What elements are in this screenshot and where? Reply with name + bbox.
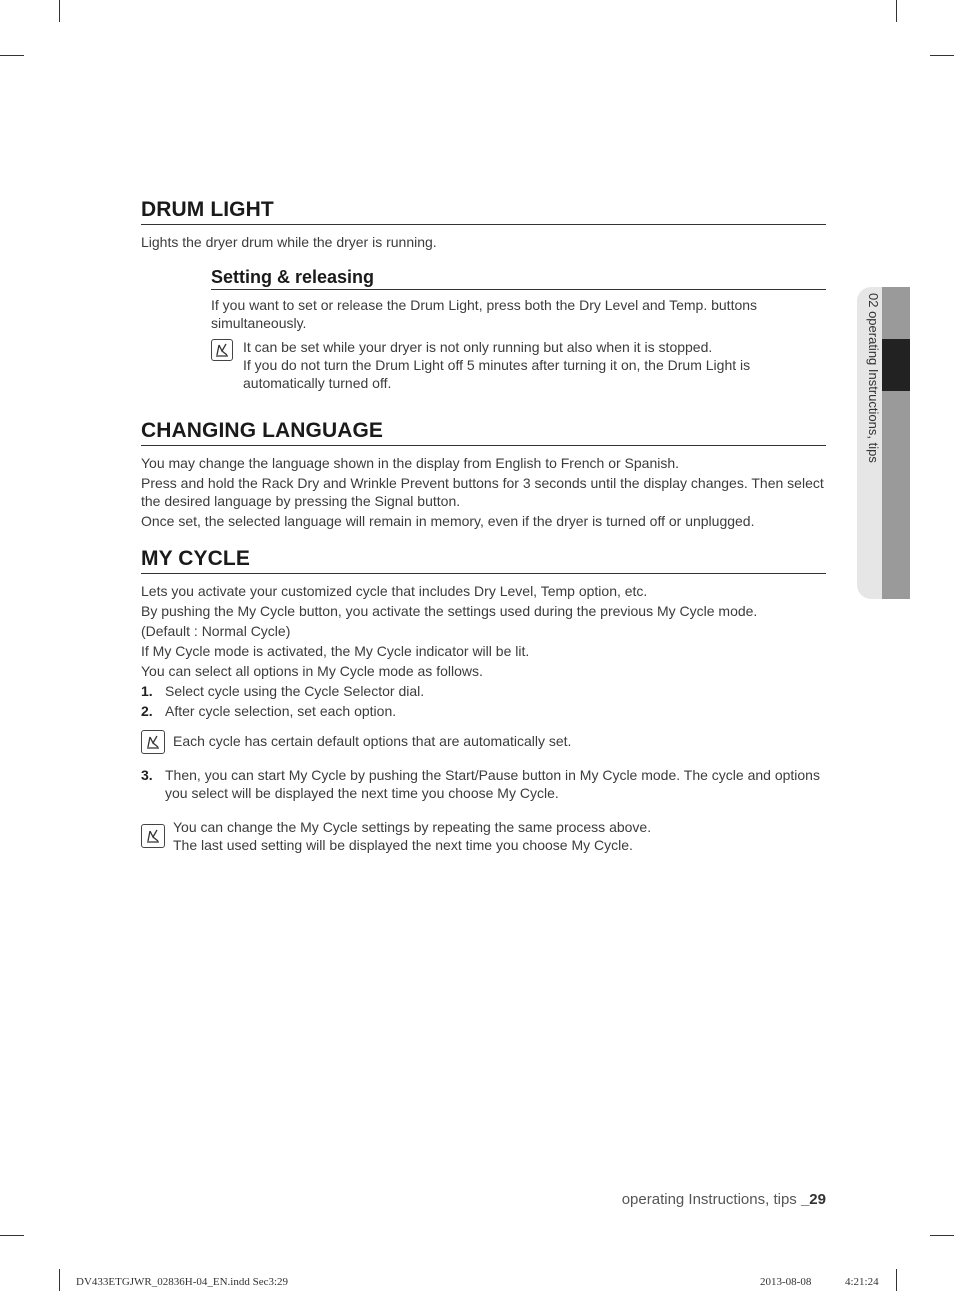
step-number: 2. bbox=[141, 703, 153, 719]
language-para: Press and hold the Rack Dry and Wrinkle Prevent buttons for 3 seconds until the display changes. Then select the desired language by pressing the Signal button. bbox=[141, 475, 824, 509]
my-cycle-steps bbox=[141, 681, 826, 721]
my-cycle-para: Lets you activate your customized cycle that includes Dry Level, Temp option, etc. bbox=[141, 583, 648, 599]
list-item bbox=[141, 701, 826, 721]
my-cycle-para: (Default : Normal Cycle) bbox=[141, 623, 291, 639]
step-number: 1. bbox=[141, 683, 153, 699]
tab-stripe bbox=[882, 287, 910, 599]
note-line: It can be set while your dryer is not only running but also when it is stopped. bbox=[243, 339, 713, 355]
language-para: You may change the language shown in the display from English to French or Spanish. bbox=[141, 455, 680, 471]
page-content bbox=[141, 197, 826, 854]
section-title-my-cycle: MY CYCLE bbox=[141, 546, 826, 574]
note-line: If you do not turn the Drum Light off 5 minutes after turning it on, the Drum Light is automatically turned off. bbox=[243, 357, 751, 391]
list-item bbox=[141, 681, 826, 701]
my-cycle-para: You can select all options in My Cycle mode as follows. bbox=[141, 663, 483, 679]
page-number: _29 bbox=[800, 1191, 826, 1208]
my-cycle-para: If My Cycle mode is activated, the My Cycle indicator will be lit. bbox=[141, 643, 530, 659]
subsection-title-setting-releasing: Setting & releasing bbox=[211, 265, 826, 290]
note-default-options bbox=[141, 729, 826, 754]
slug-time: 4:21:24 bbox=[845, 1276, 879, 1288]
note-line: Each cycle has certain default options that are automatically set. bbox=[173, 733, 572, 749]
side-tab-label: 02 operating Instructions, tips bbox=[866, 293, 881, 463]
my-cycle-steps-continued bbox=[141, 766, 826, 802]
list-item bbox=[141, 766, 826, 802]
step-text: Select cycle using the Cycle Selector dial. bbox=[165, 683, 425, 699]
slug-file: DV433ETGJWR_02836H-04_EN.indd Sec3:29 bbox=[76, 1276, 289, 1288]
note-icon bbox=[141, 824, 165, 848]
note-icon bbox=[211, 339, 233, 361]
crop-mark bbox=[930, 55, 954, 56]
setting-text: If you want to set or release the Drum Light, press both the Dry Level and Temp. buttons simultaneously. bbox=[211, 297, 758, 331]
crop-mark bbox=[896, 1269, 897, 1291]
step-number: 3. bbox=[141, 767, 153, 783]
step-text: After cycle selection, set each option. bbox=[165, 703, 397, 719]
my-cycle-para: By pushing the My Cycle button, you activate the settings used during the previous My Cycle mode. bbox=[141, 603, 758, 619]
note-drum-light bbox=[211, 338, 826, 392]
crop-mark bbox=[59, 0, 60, 22]
section-title-drum-light: DRUM LIGHT bbox=[141, 197, 826, 225]
slug-date: 2013-08-08 bbox=[760, 1276, 812, 1288]
crop-mark bbox=[896, 0, 897, 22]
drum-light-intro: Lights the dryer drum while the dryer is running. bbox=[141, 234, 437, 250]
crop-mark bbox=[0, 1235, 24, 1236]
section-title-changing-language: CHANGING LANGUAGE bbox=[141, 418, 826, 446]
tab-marker bbox=[882, 339, 910, 391]
crop-mark bbox=[0, 55, 24, 56]
footer-section: operating Instructions, tips bbox=[621, 1191, 797, 1208]
note-icon bbox=[141, 730, 165, 754]
language-para: Once set, the selected language will remain in memory, even if the dryer is turned off or unplugged. bbox=[141, 513, 755, 529]
note-line: You can change the My Cycle settings by repeating the same process above. bbox=[173, 819, 652, 835]
note-line: The last used setting will be displayed the next time you choose My Cycle. bbox=[173, 837, 633, 853]
note-my-cycle-settings bbox=[141, 818, 826, 854]
page-footer bbox=[540, 1191, 826, 1208]
chapter-side-tab bbox=[857, 287, 910, 599]
crop-mark bbox=[59, 1269, 60, 1291]
step-text: Then, you can start My Cycle by pushing the Start/Pause button in My Cycle mode. The cycle and options you select will be displayed the next time you choose My Cycle. bbox=[165, 767, 820, 801]
crop-mark bbox=[930, 1235, 954, 1236]
setting-releasing-block bbox=[211, 265, 826, 392]
